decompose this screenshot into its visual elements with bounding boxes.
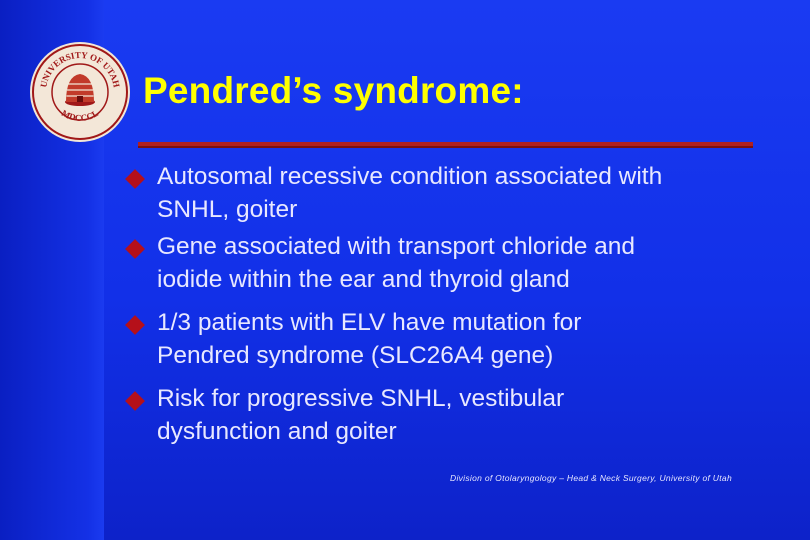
bullet-item — [120, 230, 760, 296]
seal-text-top: UNIVERSITY OF UTAH — [38, 49, 122, 89]
bullet-item — [120, 306, 760, 372]
diamond-bullet-icon — [125, 315, 145, 335]
slide-title: Pendred’s syndrome: — [143, 70, 524, 111]
footer-credit: Division of Otolaryngology – Head & Neck Surgery, University of Utah — [450, 473, 732, 483]
seal-text-bottom: MDCCCL — [59, 107, 101, 123]
bullet-line: 1/3 patients with ELV have mutation for — [157, 309, 582, 336]
bullet-line: Autosomal recessive condition associated with — [157, 163, 663, 190]
diamond-bullet-icon — [125, 169, 145, 189]
bullet-line: SNHL, goiter — [157, 196, 298, 223]
bullet-line: Gene associated with transport chloride and — [157, 233, 636, 260]
bullet-line: Pendred syndrome (SLC26A4 gene) — [157, 342, 554, 369]
bullet-line: dysfunction and goiter — [157, 418, 397, 445]
university-seal-icon — [28, 40, 132, 144]
title-divider — [138, 142, 753, 146]
bullet-item — [120, 382, 760, 448]
diamond-bullet-icon — [125, 391, 145, 411]
bullet-line: Risk for progressive SNHL, vestibular — [157, 385, 565, 412]
bullet-line: iodide within the ear and thyroid gland — [157, 266, 570, 293]
bullet-item — [120, 160, 760, 226]
diamond-bullet-icon — [125, 239, 145, 259]
